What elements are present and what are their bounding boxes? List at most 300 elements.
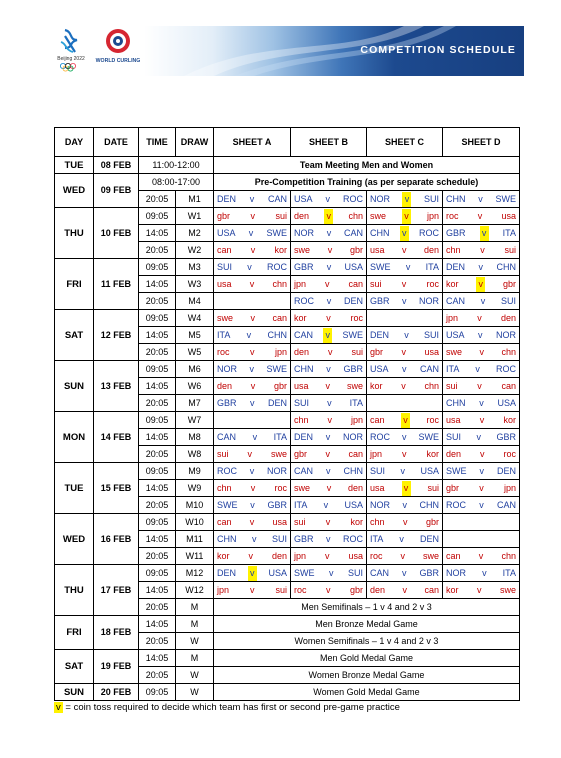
- team-name: SUI: [347, 567, 363, 578]
- game-matchup: [291, 430, 366, 445]
- time-cell: 09:05: [139, 565, 176, 582]
- versus-marker: v: [251, 533, 257, 544]
- footnote-text: = coin toss required to decide which team has first or second pre-game practice: [62, 702, 400, 713]
- time-cell: 09:05: [139, 361, 176, 378]
- team-name: usa: [501, 210, 516, 221]
- team-name: gbr: [502, 278, 516, 289]
- game-matchup: [291, 226, 366, 241]
- time-cell: 20:05: [139, 242, 176, 259]
- sheet-cell: [443, 276, 520, 293]
- time-cell: 09:05: [139, 684, 176, 701]
- versus-marker: v: [326, 533, 331, 544]
- versus-marker: v: [250, 499, 255, 510]
- team-name: GBR: [496, 431, 516, 442]
- versus-marker: v: [250, 210, 255, 221]
- sheet-cell: [214, 514, 291, 531]
- draw-cell: M: [176, 616, 214, 633]
- team-name: sui: [504, 244, 516, 255]
- team-name: USA: [420, 465, 439, 476]
- game-matchup: [214, 379, 290, 394]
- team-name: sui: [351, 346, 363, 357]
- team-name: roc: [426, 414, 439, 425]
- day-cell: WED: [55, 514, 94, 565]
- game-matchup: [214, 464, 290, 479]
- team-name: den: [217, 380, 233, 391]
- team-name: sui: [217, 448, 229, 459]
- team-name: swe: [346, 380, 363, 391]
- versus-marker: v: [249, 193, 255, 204]
- time-cell: 20:05: [139, 548, 176, 565]
- team-name: den: [423, 244, 439, 255]
- sheet-cell: [214, 446, 291, 463]
- game-matchup: [443, 226, 519, 241]
- sheet-cell: [214, 565, 291, 582]
- draw-cell: W11: [176, 548, 214, 565]
- sheet-cell: [443, 208, 520, 225]
- date-cell: 20 FEB: [94, 684, 139, 701]
- game-matchup: [291, 209, 366, 224]
- draw-cell: M3: [176, 259, 214, 276]
- coin-toss-marker: v: [402, 209, 411, 224]
- game-matchup: [291, 498, 366, 513]
- sheet-cell: [443, 531, 520, 548]
- team-name: DEN: [343, 295, 363, 306]
- table-row: [55, 412, 520, 429]
- team-name: usa: [348, 550, 363, 561]
- versus-marker: v: [328, 346, 333, 357]
- team-name: swe: [446, 346, 463, 357]
- sheet-cell: [214, 548, 291, 565]
- team-name: gbr: [370, 346, 384, 357]
- sheet-cell: [443, 344, 520, 361]
- sheet-cell: [214, 242, 291, 259]
- time-cell: 09:05: [139, 514, 176, 531]
- table-row: [55, 157, 520, 174]
- team-name: roc: [274, 482, 287, 493]
- beijing-2022-logo: [51, 26, 91, 72]
- team-name: roc: [350, 312, 363, 323]
- game-matchup: [291, 294, 366, 309]
- date-cell: 10 FEB: [94, 208, 139, 259]
- game-matchup: [291, 583, 366, 598]
- time-cell: 11:00-12:00: [139, 157, 214, 174]
- team-name: gbr: [294, 448, 308, 459]
- sheet-cell: [291, 344, 367, 361]
- team-name: kor: [350, 516, 363, 527]
- draw-cell: M5: [176, 327, 214, 344]
- team-name: NOR: [217, 363, 237, 374]
- game-matchup: [214, 209, 290, 224]
- sheet-cell: [367, 480, 443, 497]
- day-cell: WED: [55, 174, 94, 208]
- team-name: SUI: [446, 431, 462, 442]
- column-header: DAY: [55, 128, 94, 157]
- team-name: ROC: [217, 465, 237, 476]
- team-name: jpn: [446, 312, 459, 323]
- team-name: USA: [370, 363, 389, 374]
- sheet-cell: [214, 480, 291, 497]
- game-matchup: [291, 413, 366, 428]
- sheet-cell: [443, 446, 520, 463]
- draw-cell: W7: [176, 412, 214, 429]
- versus-marker: v: [478, 550, 484, 561]
- team-name: ROC: [370, 431, 390, 442]
- versus-marker: v: [250, 482, 256, 493]
- team-name: NOR: [294, 227, 314, 238]
- sheet-cell: [214, 429, 291, 446]
- team-name: sui: [275, 210, 287, 221]
- coin-toss-marker: v: [480, 226, 489, 241]
- game-matchup: [443, 379, 519, 394]
- game-matchup: [291, 532, 366, 547]
- sheet-cell: [214, 191, 291, 208]
- table-row: [55, 361, 520, 378]
- game-matchup: [214, 498, 290, 513]
- versus-marker: v: [326, 261, 332, 272]
- game-matchup: [214, 549, 290, 564]
- sheet-cell: [367, 429, 443, 446]
- sheet-cell: [291, 514, 367, 531]
- sheet-cell: [443, 259, 520, 276]
- sheet-cell: [214, 582, 291, 599]
- versus-marker: v: [479, 482, 484, 493]
- team-name: SWE: [266, 227, 287, 238]
- event-cell: Men Bronze Medal Game: [214, 616, 520, 633]
- footnote: [54, 702, 400, 713]
- column-header: DATE: [94, 128, 139, 157]
- versus-marker: v: [248, 550, 253, 561]
- game-matchup: [367, 447, 442, 462]
- game-matchup: [443, 345, 519, 360]
- sheet-cell: [291, 497, 367, 514]
- game-matchup: [367, 464, 442, 479]
- sheet-cell: [291, 395, 367, 412]
- versus-marker: v: [326, 465, 331, 476]
- team-name: roc: [503, 448, 516, 459]
- versus-marker: v: [250, 244, 256, 255]
- game-matchup: [291, 192, 366, 207]
- team-name: SWE: [446, 465, 467, 476]
- team-name: gbr: [349, 244, 363, 255]
- game-matchup: [367, 294, 442, 309]
- team-name: can: [370, 414, 385, 425]
- team-name: swe: [294, 482, 311, 493]
- game-matchup: [214, 396, 290, 411]
- time-cell: 20:05: [139, 497, 176, 514]
- draw-cell: M11: [176, 531, 214, 548]
- team-name: kor: [294, 312, 307, 323]
- sheet-cell: [367, 395, 443, 412]
- team-name: gbr: [446, 482, 460, 493]
- team-name: SWE: [495, 193, 516, 204]
- game-matchup: [291, 566, 366, 581]
- game-matchup: [367, 498, 442, 513]
- team-name: chn: [272, 278, 287, 289]
- team-name: gbr: [425, 516, 439, 527]
- game-matchup: [214, 277, 290, 292]
- versus-marker: v: [329, 567, 334, 578]
- sheet-cell: [291, 225, 367, 242]
- draw-cell: W5: [176, 344, 214, 361]
- versus-marker: v: [402, 295, 407, 306]
- page-title: COMPETITION SCHEDULE: [360, 44, 516, 56]
- team-name: usa: [370, 482, 385, 493]
- draw-cell: M2: [176, 225, 214, 242]
- team-name: CHN: [446, 397, 466, 408]
- table-row: [55, 650, 520, 667]
- versus-marker: v: [325, 448, 330, 459]
- game-matchup: [443, 447, 519, 462]
- draw-cell: M9: [176, 463, 214, 480]
- draw-cell: W12: [176, 582, 214, 599]
- time-cell: 14:05: [139, 480, 176, 497]
- game-matchup: [291, 481, 366, 496]
- draw-cell: M7: [176, 395, 214, 412]
- versus-marker: v: [325, 193, 330, 204]
- time-cell: 09:05: [139, 259, 176, 276]
- date-cell: 18 FEB: [94, 616, 139, 650]
- team-name: ITA: [446, 363, 460, 374]
- team-name: ITA: [425, 261, 439, 272]
- team-name: CAN: [294, 329, 314, 340]
- game-matchup: [214, 192, 290, 207]
- draw-cell: M12: [176, 565, 214, 582]
- versus-marker: v: [402, 584, 407, 595]
- day-cell: SUN: [55, 361, 94, 412]
- team-name: can: [501, 380, 516, 391]
- team-name: jpn: [350, 414, 363, 425]
- table-row: [55, 684, 520, 701]
- team-name: gbr: [349, 584, 363, 595]
- game-matchup: [214, 243, 290, 258]
- versus-marker: v: [402, 448, 407, 459]
- team-name: kor: [217, 550, 230, 561]
- team-name: jpn: [294, 550, 307, 561]
- team-name: ROC: [419, 227, 439, 238]
- team-name: NOR: [418, 295, 439, 306]
- game-matchup: [367, 413, 442, 428]
- team-name: USA: [344, 499, 363, 510]
- sheet-cell: [367, 531, 443, 548]
- day-cell: TUE: [55, 463, 94, 514]
- versus-marker: v: [479, 414, 485, 425]
- draw-cell: W3: [176, 276, 214, 293]
- sheet-cell: [443, 548, 520, 565]
- time-cell: 14:05: [139, 327, 176, 344]
- versus-marker: v: [479, 397, 484, 408]
- team-name: DEN: [419, 533, 439, 544]
- versus-marker: v: [326, 584, 331, 595]
- sheet-cell: [367, 259, 443, 276]
- game-matchup: [443, 209, 519, 224]
- game-matchup: [214, 260, 290, 275]
- column-header: SHEET D: [443, 128, 520, 157]
- team-name: can: [424, 584, 439, 595]
- svg-text:Beijing 2022: Beijing 2022: [57, 56, 85, 62]
- game-matchup: [443, 396, 519, 411]
- draw-cell: W8: [176, 446, 214, 463]
- header-banner: [144, 26, 524, 76]
- team-name: chn: [501, 550, 516, 561]
- team-name: USA: [344, 261, 363, 272]
- sheet-cell: [291, 565, 367, 582]
- column-header: SHEET A: [214, 128, 291, 157]
- day-cell: FRI: [55, 616, 94, 650]
- team-name: roc: [446, 210, 459, 221]
- draw-cell: M8: [176, 429, 214, 446]
- game-matchup: [291, 379, 366, 394]
- table-row: [55, 310, 520, 327]
- versus-marker: v: [325, 278, 330, 289]
- team-name: kor: [370, 380, 383, 391]
- versus-marker: v: [399, 533, 404, 544]
- sheet-cell: [367, 446, 443, 463]
- game-matchup: [367, 260, 442, 275]
- sheet-cell: [367, 310, 443, 327]
- versus-marker: v: [325, 516, 331, 527]
- time-cell: 20:05: [139, 395, 176, 412]
- team-name: usa: [294, 380, 309, 391]
- game-matchup: [443, 583, 519, 598]
- sheet-cell: [443, 191, 520, 208]
- team-name: CAN: [217, 431, 237, 442]
- team-name: USA: [497, 397, 516, 408]
- sheet-cell: [367, 242, 443, 259]
- team-name: jpn: [370, 448, 383, 459]
- team-name: ITA: [349, 397, 363, 408]
- coin-toss-marker: v: [324, 209, 333, 224]
- team-name: SUI: [500, 295, 516, 306]
- game-matchup: [291, 243, 366, 258]
- team-name: ROC: [446, 499, 466, 510]
- versus-marker: v: [326, 227, 332, 238]
- date-cell: 17 FEB: [94, 565, 139, 616]
- sheet-cell: [443, 395, 520, 412]
- sheet-cell: [291, 446, 367, 463]
- sheet-cell: [443, 293, 520, 310]
- team-name: CHN: [267, 329, 287, 340]
- sheet-cell: [214, 344, 291, 361]
- team-name: den: [294, 210, 310, 221]
- versus-marker: v: [249, 278, 255, 289]
- team-name: DEN: [217, 567, 237, 578]
- team-name: chn: [424, 380, 439, 391]
- date-cell: 12 FEB: [94, 310, 139, 361]
- team-name: chn: [446, 244, 461, 255]
- coin-toss-marker: v: [248, 566, 257, 581]
- time-cell: 20:05: [139, 446, 176, 463]
- team-name: jpn: [294, 278, 307, 289]
- coin-toss-marker: v: [402, 192, 411, 207]
- versus-marker: v: [249, 516, 255, 527]
- team-name: usa: [272, 516, 287, 527]
- team-name: CHN: [496, 261, 516, 272]
- game-matchup: [367, 328, 442, 343]
- date-cell: 13 FEB: [94, 361, 139, 412]
- event-cell: Men Semifinals – 1 v 4 and 2 v 3: [214, 599, 520, 616]
- team-name: USA: [217, 227, 236, 238]
- versus-marker: v: [401, 278, 407, 289]
- versus-marker: v: [402, 499, 407, 510]
- versus-marker: v: [327, 414, 332, 425]
- team-name: sui: [446, 380, 458, 391]
- team-name: ROC: [496, 363, 516, 374]
- sheet-cell: [214, 361, 291, 378]
- sheet-cell: [291, 480, 367, 497]
- sheet-cell: [367, 378, 443, 395]
- game-matchup: [214, 481, 290, 496]
- versus-marker: v: [249, 363, 254, 374]
- draw-cell: W9: [176, 480, 214, 497]
- game-matchup: [443, 464, 519, 479]
- game-matchup: [367, 277, 442, 292]
- coin-toss-marker: v: [402, 481, 411, 496]
- date-cell: 08 FEB: [94, 157, 139, 174]
- versus-marker: v: [326, 295, 332, 306]
- team-name: GBR: [370, 295, 390, 306]
- team-name: swe: [217, 312, 234, 323]
- game-matchup: [367, 209, 442, 224]
- sheet-cell: [443, 480, 520, 497]
- sheet-cell: [214, 531, 291, 548]
- team-name: can: [217, 516, 232, 527]
- event-cell: Men Gold Medal Game: [214, 650, 520, 667]
- date-cell: 14 FEB: [94, 412, 139, 463]
- sheet-cell: [291, 208, 367, 225]
- time-cell: 20:05: [139, 344, 176, 361]
- date-cell: 11 FEB: [94, 259, 139, 310]
- sheet-cell: [291, 361, 367, 378]
- team-name: swe: [270, 448, 287, 459]
- game-matchup: [367, 583, 442, 598]
- sheet-cell: [443, 412, 520, 429]
- team-name: NOR: [370, 193, 390, 204]
- team-name: ITA: [370, 533, 384, 544]
- team-name: GBR: [267, 499, 287, 510]
- team-name: CAN: [267, 193, 287, 204]
- coin-toss-marker: v: [323, 328, 332, 343]
- header-row: [55, 128, 520, 157]
- game-matchup: [214, 532, 290, 547]
- versus-marker: v: [405, 261, 411, 272]
- team-name: SUI: [271, 533, 287, 544]
- team-name: ROC: [342, 193, 363, 204]
- versus-marker: v: [478, 329, 483, 340]
- team-name: SWE: [370, 261, 391, 272]
- team-name: swe: [499, 584, 516, 595]
- team-name: ITA: [502, 227, 516, 238]
- game-matchup: [443, 192, 519, 207]
- sheet-cell: [291, 242, 367, 259]
- draw-cell: W: [176, 684, 214, 701]
- game-matchup: [443, 413, 519, 428]
- time-cell: 14:05: [139, 531, 176, 548]
- sheet-cell: [214, 395, 291, 412]
- team-name: ROC: [294, 295, 314, 306]
- sheet-cell: [367, 276, 443, 293]
- game-matchup: [367, 345, 442, 360]
- team-name: USA: [268, 567, 287, 578]
- versus-marker: v: [250, 346, 255, 357]
- team-name: USA: [446, 329, 465, 340]
- game-matchup: [443, 430, 519, 445]
- versus-marker: v: [402, 567, 407, 578]
- versus-marker: v: [480, 295, 486, 306]
- game-matchup: [214, 515, 290, 530]
- game-matchup: [291, 362, 366, 377]
- sheet-cell: [214, 208, 291, 225]
- team-name: ROC: [342, 533, 363, 544]
